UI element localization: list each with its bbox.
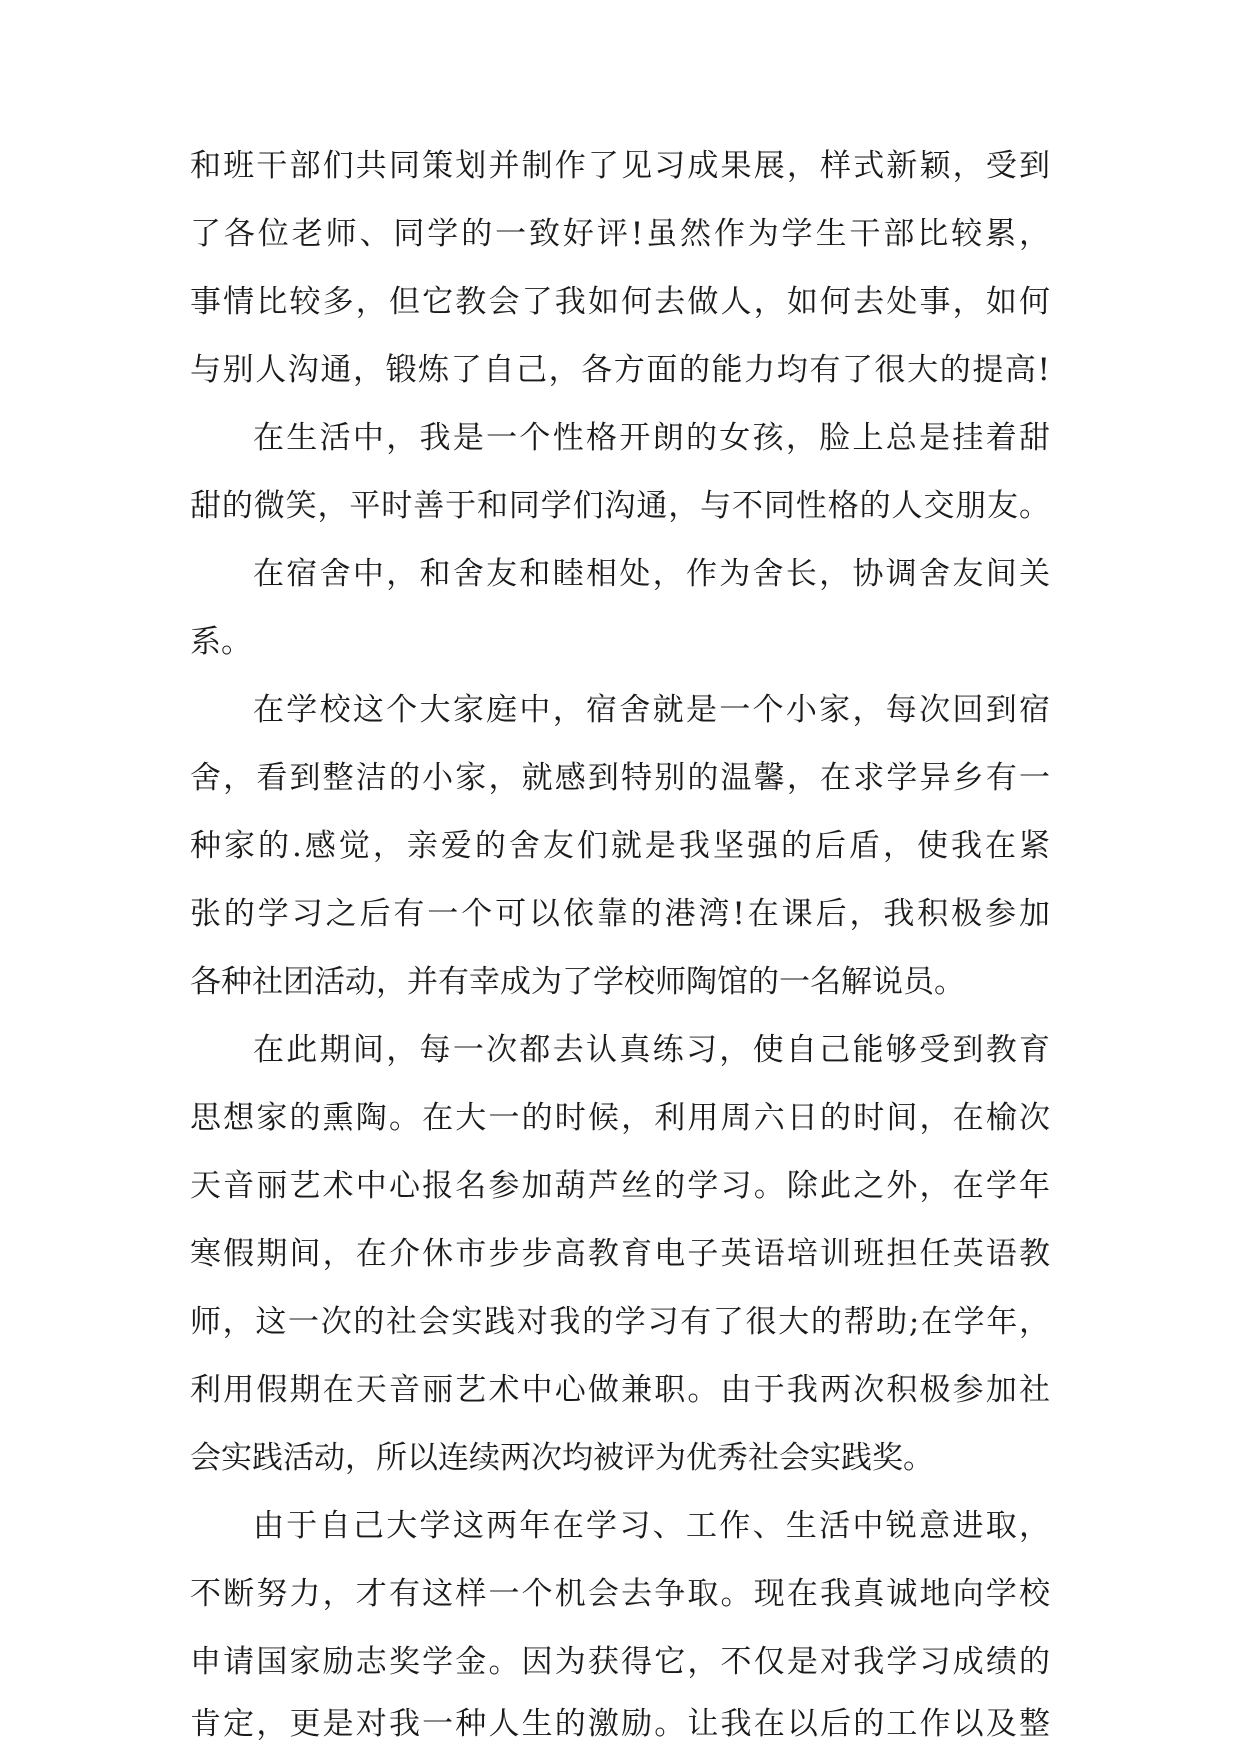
text-line-8: 系。	[190, 624, 252, 660]
text-line-20: 会实践活动，所以连续两次均被评为优秀社会实践奖。	[190, 1440, 934, 1476]
text-line-23: 申请国家励志奖学金。因为获得它，不仅是对我学习成绩的	[190, 1644, 1050, 1680]
text-line-17: 寒假期间，在介休市步步高教育电子英语培训班担任英语教	[190, 1236, 1050, 1272]
text-line-12: 张的学习之后有一个可以依靠的港湾!在课后，我积极参加	[190, 896, 1050, 932]
text-line-2: 了各位老师、同学的一致好评!虽然作为学生干部比较累，	[190, 216, 1050, 252]
text-line-10: 舍，看到整洁的小家，就感到特别的温馨，在求学异乡有一	[190, 760, 1050, 796]
text-line-16: 天音丽艺术中心报名参加葫芦丝的学习。除此之外，在学年	[190, 1168, 1050, 1204]
text-line-5: 在生活中，我是一个性格开朗的女孩，脸上总是挂着甜	[253, 420, 1050, 456]
text-line-19: 利用假期在天音丽艺术中心做兼职。由于我两次积极参加社	[190, 1372, 1050, 1408]
text-line-21: 由于自己大学这两年在学习、工作、生活中锐意进取，	[253, 1508, 1050, 1544]
text-line-3: 事情比较多，但它教会了我如何去做人，如何去处事，如何	[190, 284, 1050, 320]
text-line-1: 和班干部们共同策划并制作了见习成果展，样式新颖，受到	[190, 148, 1050, 184]
text-line-11: 种家的.感觉，亲爱的舍友们就是我坚强的后盾，使我在紧	[190, 828, 1050, 864]
text-line-9: 在学校这个大家庭中，宿舍就是一个小家，每次回到宿	[253, 692, 1050, 728]
text-line-13: 各种社团活动，并有幸成为了学校师陶馆的一名解说员。	[190, 964, 965, 1000]
text-line-24: 肯定，更是对我一种人生的激励。让我在以后的工作以及整	[190, 1706, 1050, 1742]
text-line-14: 在此期间，每一次都去认真练习，使自己能够受到教育	[253, 1032, 1050, 1068]
text-line-4: 与别人沟通，锻炼了自己，各方面的能力均有了很大的提高!	[190, 352, 1050, 388]
text-line-7: 在宿舍中，和舍友和睦相处，作为舍长，协调舍友间关	[253, 556, 1050, 592]
text-line-18: 师，这一次的社会实践对我的学习有了很大的帮助;在学年，	[190, 1304, 1050, 1340]
text-line-6: 甜的微笑，平时善于和同学们沟通，与不同性格的人交朋友。	[190, 488, 1050, 524]
text-line-15: 思想家的熏陶。在大一的时候，利用周六日的时间，在榆次	[190, 1100, 1050, 1136]
text-line-22: 不断努力，才有这样一个机会去争取。现在我真诚地向学校	[190, 1576, 1050, 1612]
